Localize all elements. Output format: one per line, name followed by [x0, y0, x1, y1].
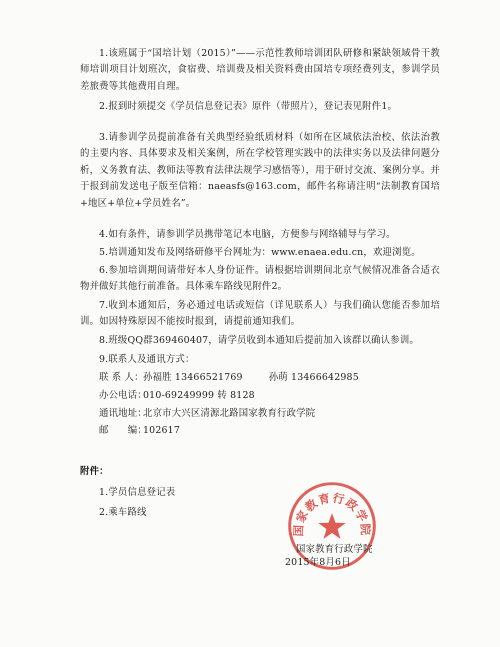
contact-people-line [99, 370, 459, 386]
seal-text: 国家教育行政学院 [291, 490, 373, 537]
office-phone-line [99, 388, 459, 404]
item-6: 6.参加培训期间请带好本人身份证件。请根据培训期间北京气候情况准备合适衣物并做好其他行前准备。具体乘车路线见附件2。 [80, 265, 440, 293]
office-phone: 010-69249999 转 8128 [143, 390, 255, 401]
postcode: 102617 [143, 425, 180, 436]
item-7: 7.收到本通知后，务必通过电话或短信（详见联系人）与我们确认您能否参加培训。如因特殊原因不能按时报到，请提前通知我们。 [80, 300, 440, 328]
address: 北京市大兴区清源北路国家教育行政学院 [143, 408, 316, 419]
phone-label: 办公电话： [99, 390, 147, 401]
item-9: 9.联系人及通讯方式： [99, 354, 195, 365]
signature-date: 2015年8月6日 [285, 557, 351, 568]
item-8: 8.班级QQ群369460407，请学员收到本通知后提前加入该群以确认参训。 [99, 335, 419, 346]
address-line [99, 406, 459, 422]
contact-person-1: 孙福胜 13466521769 [143, 372, 243, 383]
contact-person-2: 孙萌 13466642985 [268, 372, 359, 383]
attachment-2: 2.乘车路线 [99, 507, 147, 518]
attachment-1: 1.学员信息登记表 [99, 487, 176, 498]
item-2: 2.报到时须提交《学员信息登记表》原件（带照片），登记表见附件1。 [99, 101, 398, 112]
seal-star-icon [318, 513, 345, 539]
address-label: 通讯地址： [99, 408, 147, 419]
item-1: 1.该班属于“国培计划（2015）”——示范性教师培训团队研修和紧缺领域骨干教师培训项目计划班次，食宿费、培训费及相关资料费由国培专项经费列支，参训学员差旅费等其他费用自理。 [80, 48, 440, 92]
attachments-title: 附件： [80, 466, 109, 477]
signature-org: 国家教育行政学院 [296, 544, 373, 555]
item-3: 3.请参训学员提前准备有关典型经验纸质材料（如所在区域依法治校、依法治教的主要内容、具体要求及相关案例，所在学校管理实践中的法律实务以及法律问题分析，义务教育法、教师法等教育法律法规学习感悟等），用于研讨交流、案例分享。并于报到前发送电子版至信箱：naeasfs@163.com，邮件名称请注明“法制教育国培+地区+单位+学员姓名”。 [80, 132, 440, 209]
contacts-label: 联 系 人： [99, 372, 144, 383]
item-5: 5.培训通知发布及网络研修平台网址为：www.enaea.edu.cn，欢迎浏览。 [99, 247, 421, 258]
item-4: 4.如有条件，请参训学员携带笔记本电脑，方便参与网络辅导与学习。 [99, 229, 396, 240]
postcode-line [99, 423, 459, 439]
postcode-label: 邮 编： [99, 425, 147, 436]
